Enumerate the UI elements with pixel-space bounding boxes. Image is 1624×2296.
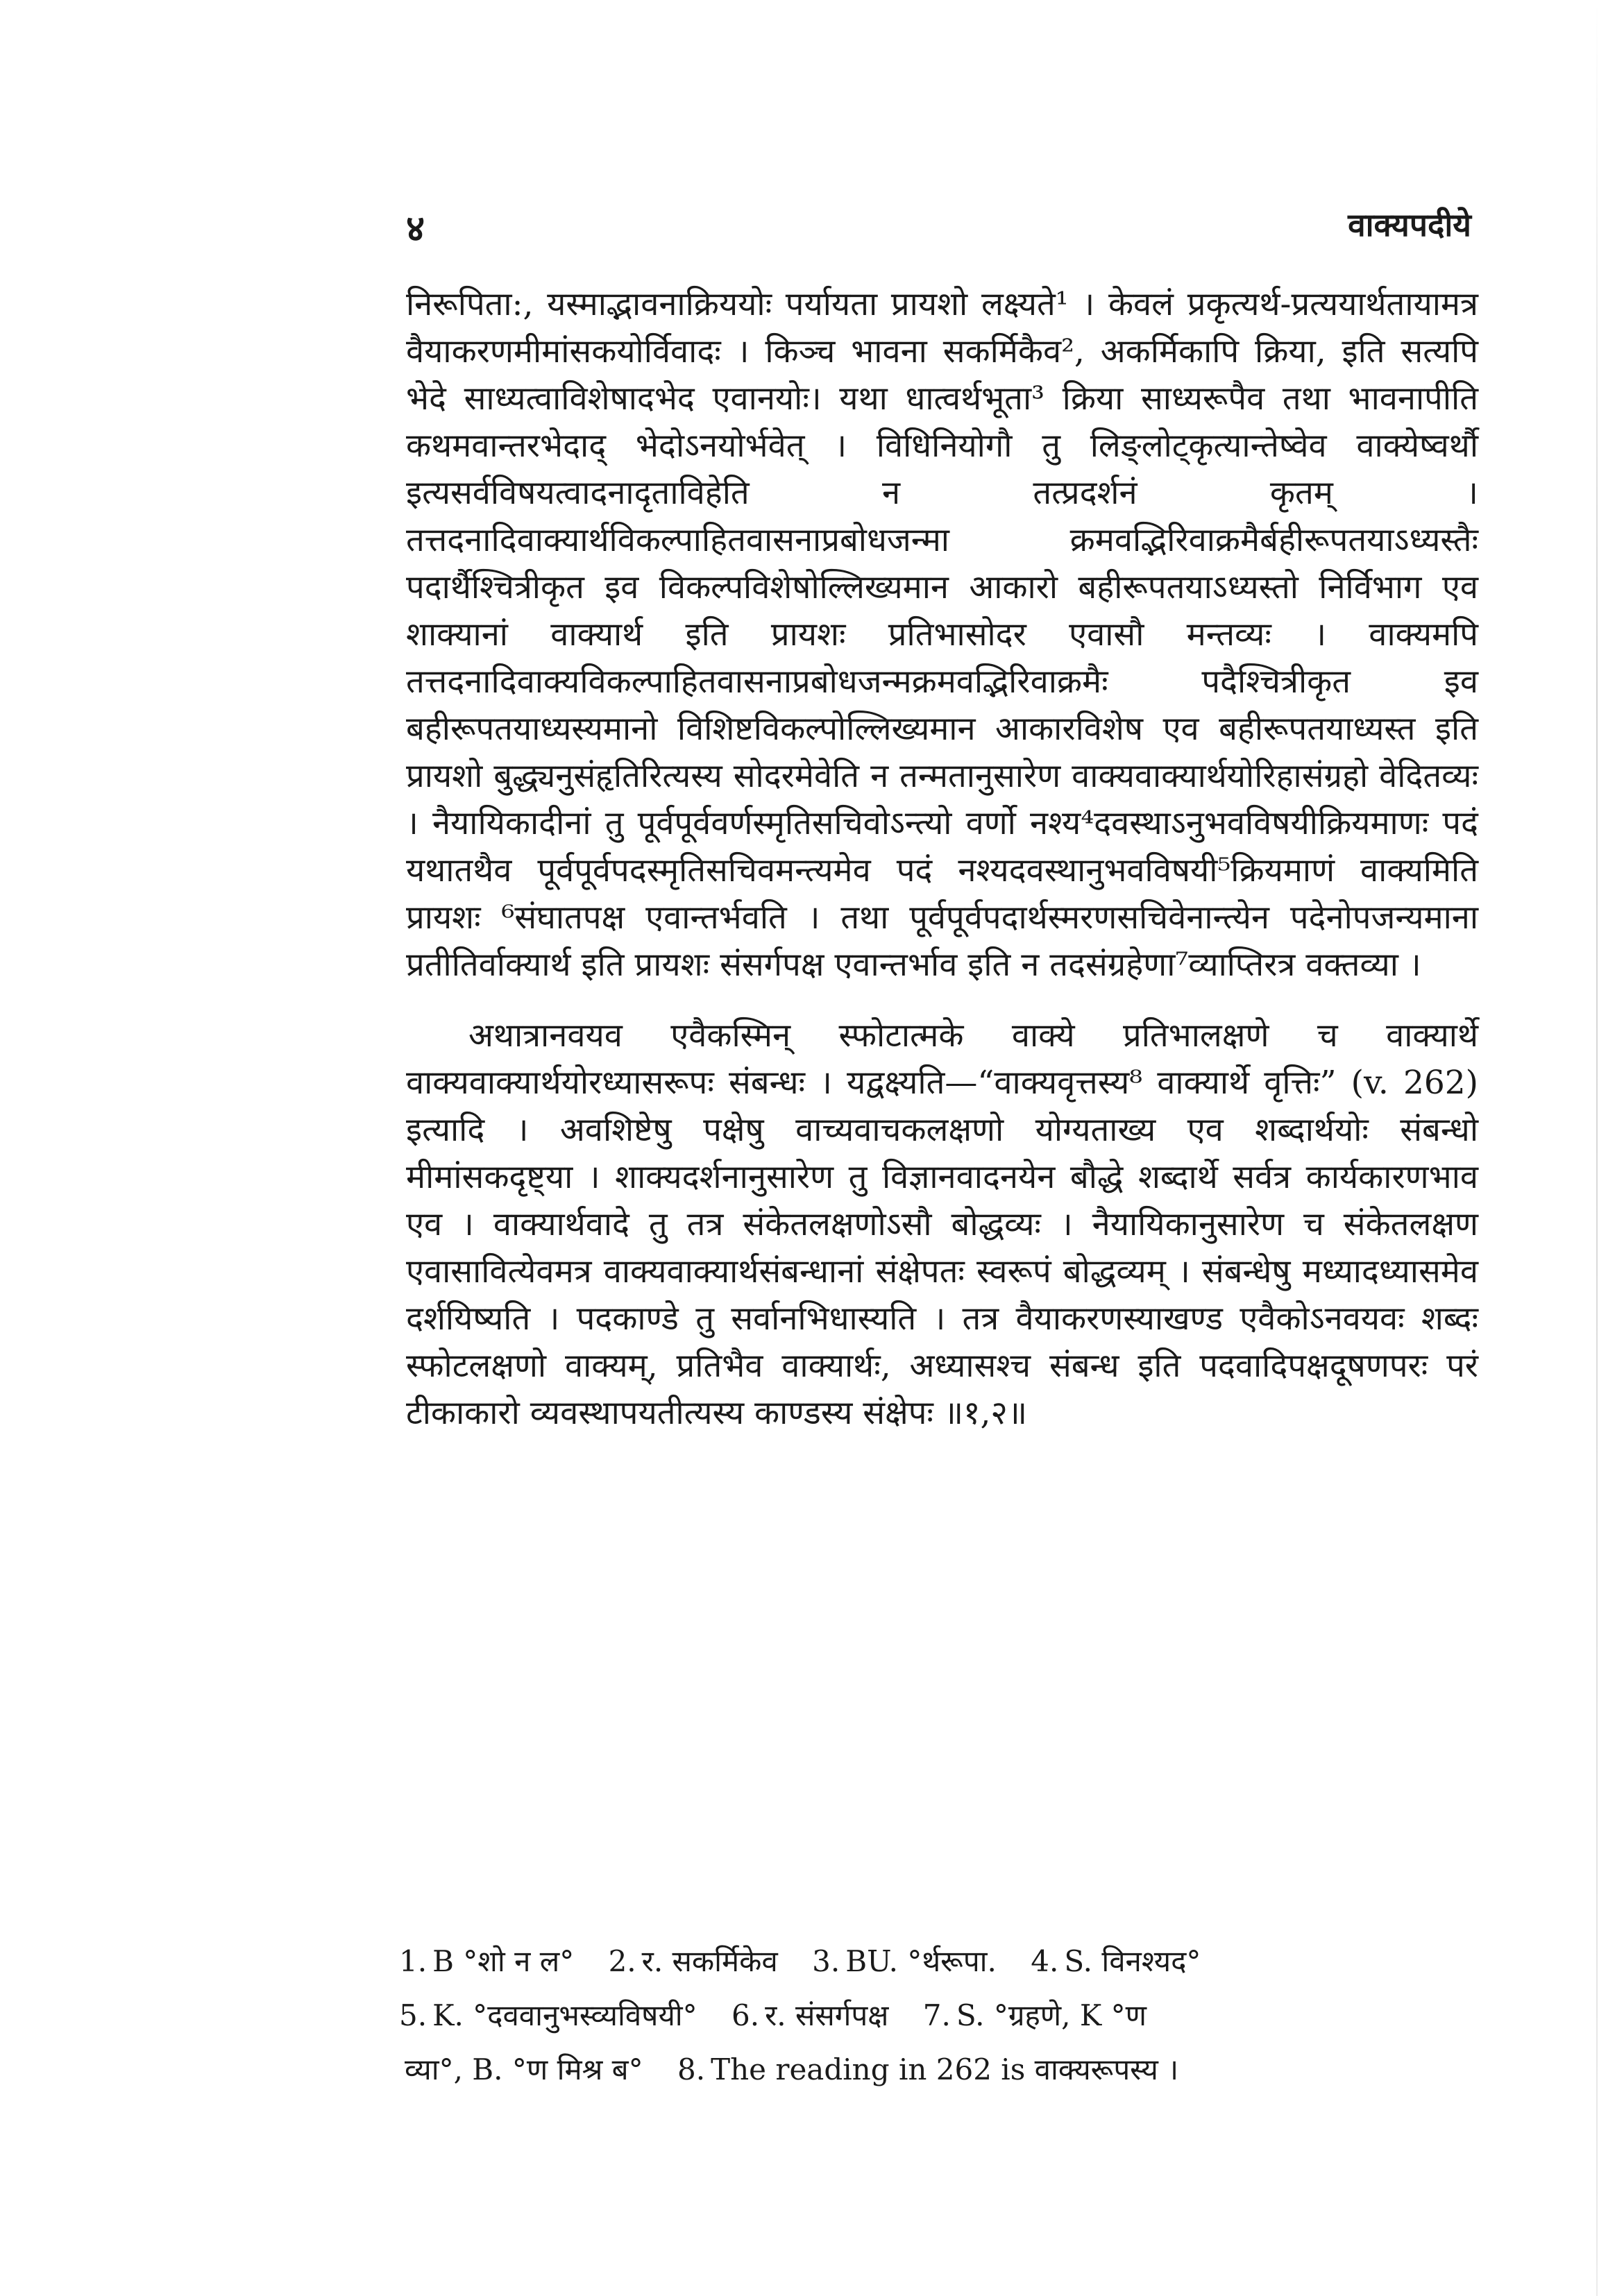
footnote	[399, 1944, 574, 1978]
commentary-text	[406, 281, 1478, 1437]
running-title: वाक्यपदीये	[1348, 206, 1471, 244]
footnote-text: र. सकर्मिकेव	[641, 1944, 778, 1978]
footnote-line	[399, 1934, 1478, 1989]
page-edge-shadow	[1596, 0, 1598, 2296]
footnote	[609, 1944, 778, 1978]
paragraph: निरूपिता:, यस्माद्भावनाक्रिययोः पर्यायता प्रायशो लक्ष्यते¹ । केवलं प्रकृत्यर्थ-प्रत्ययार्थतायामत्र वैयाकरणमीमांसकयोर्विवादः । किञ्च भावना सकर्मिकैव², अकर्मिकापि क्रिया, इति सत्यपि भेदे साध्यत्वाविशेषादभेद एवानयोः। यथा धात्वर्थभूता³ क्रिया साध्यरूपैव तथा भावनापीति कथमवान्तरभेदाद् भेदोऽनयोर्भवेत् । विधिनियोगौ तु लिङ्लोट्कृत्यान्तेष्वेव वाक्येष्वर्थौ इत्यसर्वविषयत्वादनादृताविहेति न तत्प्रदर्शनं कृतम् । तत्तदनादिवाक्यार्थविकल्पाहितवासनाप्रबोधजन्मा क्रमवद्भिरिवाक्रमैर्बहीरूपतयाऽध्यस्तैः पदार्थैश्चित्रीकृत इव विकल्पविशेषोल्लिख्यमान आकारो बहीरूपतयाऽध्यस्तो निर्विभाग एव शाक्यानां वाक्यार्थ इति प्रायशः प्रतिभासोदर एवासौ मन्तव्यः । वाक्यमपि तत्तदनादिवाक्यविकल्पाहितवासनाप्रबोधजन्मक्रमवद्भिरिवाक्रमैः पदैश्चित्रीकृत इव बहीरूपतयाध्यस्यमानो विशिष्टविकल्पोल्लिख्यमान आकारविशेष एव बहीरूपतयाध्यस्त इति प्रायशो बुद्ध्यनुसंहृतिरित्यस्य सोदरमेवेति न तन्मतानुसारेण वाक्यवाक्यार्थयोरिहासंग्रहो वेदितव्यः । नैयायिकादीनां तु पूर्वपूर्ववर्णस्मृतिसचिवोऽन्त्यो वर्णो नश्य⁴दवस्थाऽनुभवविषयीक्रियमाणः पदं यथातथैव पूर्वपूर्वपदस्मृतिसचिवमन्त्यमेव पदं नश्यदवस्थानुभवविषयी⁵क्रियमाणं वाक्यमिति प्रायशः ⁶संघातपक्ष एवान्तर्भवति । तथा पूर्वपूर्वपदार्थस्मरणसचिवेनान्त्येन पदेनोपजन्यमाना प्रतीतिर्वाक्यार्थ इति प्रायशः संसर्गपक्ष एवान्तर्भाव इति न तदसंग्रहेणा⁷व्याप्तिरत्र वक्तव्या ।	[406, 285, 1478, 984]
footnote-number: 7.	[922, 1998, 951, 2032]
footnote	[812, 1944, 997, 1978]
page-number: ४	[406, 207, 425, 250]
paragraph: अथात्रानवयव एवैकस्मिन् स्फोटात्मके वाक्ये प्रतिभालक्षणे च वाक्यार्थे वाक्यवाक्यार्थयोरध्यासरूपः संबन्धः । यद्वक्ष्यति—“वाक्यवृत्तस्य⁸ वाक्यार्थे वृत्तिः” (v. 262) इत्यादि । अवशिष्टेषु पक्षेषु वाच्यवाचकलक्षणो योग्यताख्य एव शब्दार्थयोः संबन्धो मीमांसकदृष्ट्या । शाक्यदर्शनानुसारेण तु विज्ञानवादनयेन बौद्धे शब्दार्थे सर्वत्र कार्यकारणभाव एव । वाक्यार्थवादे तु तत्र संकेतलक्षणोऽसौ बोद्धव्यः । नैयायिकानुसारेण च संकेतलक्षण एवासावित्येवमत्र वाक्यवाक्यार्थसंबन्धानां संक्षेपतः स्वरूपं बोद्धव्यम् । संबन्धेषु मध्यादध्यासमेव दर्शयिष्यति । पदकाण्डे तु सर्वानभिधास्यति । तत्र वैयाकरणस्याखण्ड एवैकोऽनवयवः शब्दः स्फोटलक्षणो वाक्यम्, प्रतिभैव वाक्यार्थः, अध्यासश्च संबन्ध इति पदवादिपक्षदूषणपरः परं टीकाकारो व्यवस्थापयतीत्यस्य काण्डस्य संक्षेपः ॥१,२॥	[406, 1017, 1478, 1432]
footnotes	[399, 1934, 1478, 2097]
footnote-number: 5.	[399, 1998, 428, 2032]
footnote	[677, 2052, 1178, 2086]
footnote-number: 1.	[399, 1944, 428, 1978]
footnote-text: K. °दववानुभस्व्यविषयी°	[432, 1998, 697, 2032]
footnote	[731, 1998, 888, 2032]
footnote-text: S. °ग्रहणे, K °ण	[956, 1998, 1147, 2032]
footnote	[1031, 1944, 1201, 1978]
footnote-text: BU. °र्थरूपा.	[845, 1944, 997, 1978]
footnote-line	[399, 1989, 1478, 2043]
footnote-number: 2.	[608, 1944, 636, 1978]
footnote-text: र. संसर्गपक्ष	[765, 1998, 889, 2032]
footnote-text: S. विनश्यद°	[1064, 1944, 1201, 1978]
footnote	[923, 1998, 1147, 2032]
footnote	[399, 2052, 643, 2086]
footnote-number: 8.	[677, 2052, 706, 2086]
footnote-text: The reading in 262 is वाक्यरूपस्य ।	[711, 2052, 1179, 2086]
footnote-line	[399, 2043, 1478, 2097]
footnote-text: B °शो न ल°	[432, 1944, 575, 1978]
footnote-number: 6.	[731, 1998, 760, 2032]
footnote-number: 3.	[812, 1944, 840, 1978]
footnote	[399, 1998, 697, 2032]
footnote-text: व्या°, B. °ण मिश्र ब°	[405, 2052, 643, 2086]
footnote-number: 4.	[1031, 1944, 1059, 1978]
